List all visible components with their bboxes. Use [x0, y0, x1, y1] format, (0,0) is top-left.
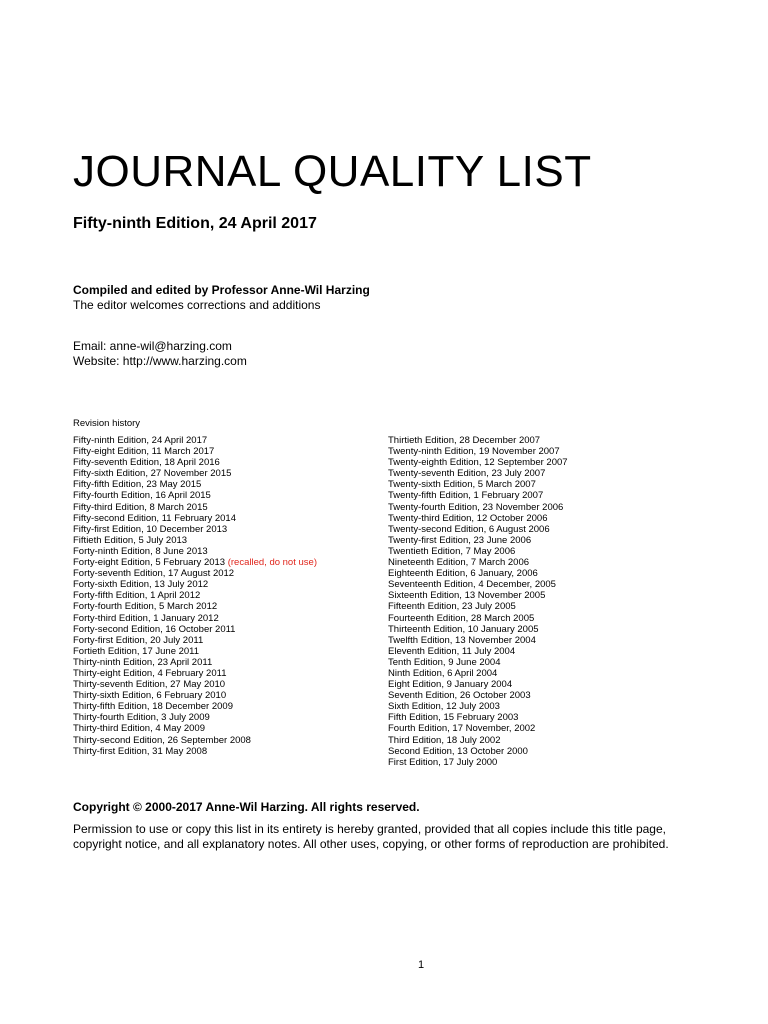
revision-entry-text: Twenty-first Edition, 23 June 2006	[388, 534, 532, 546]
revision-entry-text: First Edition, 17 July 2000	[388, 756, 498, 768]
revision-entry	[73, 613, 317, 624]
permission-text: Permission to use or copy this list in its entirety is hereby granted, provided that all copies include this title page, copyright notice, and all explanatory notes. All other uses, copying, or other forms of reproduction are prohibited.	[73, 822, 669, 851]
revision-entry-text: Twenty-eighth Edition, 12 September 2007	[388, 457, 568, 469]
revision-entry	[388, 513, 568, 524]
revision-entry	[388, 446, 568, 457]
revision-entry-text: Fifteenth Edition, 23 July 2005	[388, 601, 516, 613]
revision-entry	[73, 701, 317, 712]
revision-entry-text: Fifty-seventh Edition, 18 April 2016	[73, 457, 220, 469]
revision-entry-text: Forty-second Edition, 16 October 2011	[73, 623, 236, 635]
revision-entry	[73, 513, 317, 524]
revision-entry-text: Thirty-eight Edition, 4 February 2011	[73, 667, 227, 679]
revision-entry	[388, 579, 568, 590]
revision-entry-text: Fifty-eight Edition, 11 March 2017	[73, 446, 215, 458]
revision-entry-text: Thirteenth Edition, 10 January 2005	[388, 623, 539, 635]
revision-entry	[388, 524, 568, 535]
revision-entry	[73, 679, 317, 690]
revision-entry	[73, 490, 317, 501]
revision-history-left-column	[73, 435, 317, 757]
revision-entry-text: Sixteenth Edition, 13 November 2005	[388, 590, 546, 602]
revision-entry	[73, 568, 317, 579]
revision-entry-text: Twenty-ninth Edition, 19 November 2007	[388, 446, 560, 458]
revision-entry-text: Ninth Edition, 6 April 2004	[388, 667, 498, 679]
revision-entry-text: Fourth Edition, 17 November, 2002	[388, 723, 536, 735]
compiled-by: Compiled and edited by Professor Anne-Wil Harzing	[73, 283, 370, 297]
revision-entry	[73, 524, 317, 535]
revision-entry	[388, 624, 568, 635]
revision-entry-text: Fifty-first Edition, 10 December 2013	[73, 523, 228, 535]
revision-entry	[73, 723, 317, 734]
revision-entry	[73, 624, 317, 635]
revision-entry-text: Eight Edition, 9 January 2004	[388, 679, 513, 691]
contact-email: Email: anne-wil@harzing.com	[73, 339, 232, 353]
revision-entry	[388, 757, 568, 768]
revision-entry-text: Fortieth Edition, 17 June 2011	[73, 645, 200, 657]
revision-entry-text: Fifty-third Edition, 8 March 2015	[73, 501, 208, 513]
revision-entry	[73, 746, 317, 757]
revision-entry-text: Thirtieth Edition, 28 December 2007	[388, 435, 541, 446]
edition-subtitle: Fifty-ninth Edition, 24 April 2017	[73, 215, 317, 232]
revision-entry	[73, 579, 317, 590]
revision-entry-text: Fourteenth Edition, 28 March 2005	[388, 612, 535, 624]
revision-entry	[73, 435, 317, 446]
revision-entry-text: Forty-first Edition, 20 July 2011	[73, 634, 204, 646]
copyright-notice: Copyright © 2000-2017 Anne-Wil Harzing. All rights reserved.	[73, 800, 420, 814]
revision-entry-text: Twenty-seventh Edition, 23 July 2007	[388, 468, 546, 480]
revision-entry	[388, 690, 568, 701]
revision-entry-text: Thirty-fifth Edition, 18 December 2009	[73, 701, 233, 713]
revision-entry	[388, 723, 568, 734]
revision-entry-text: Thirty-seventh Edition, 27 May 2010	[73, 679, 226, 691]
revision-entry-text: Thirty-ninth Edition, 23 April 2011	[73, 656, 213, 668]
revision-entry-text: Tenth Edition, 9 June 2004	[388, 656, 501, 668]
revision-entry-text: Eighteenth Edition, 6 January, 2006	[388, 568, 538, 580]
revision-entry	[73, 502, 317, 513]
revision-entry	[388, 468, 568, 479]
revision-entry-text: Fifty-second Edition, 11 February 2014	[73, 512, 236, 524]
revision-entry-text: Twelfth Edition, 13 November 2004	[388, 634, 536, 646]
revision-entry-text: Twenty-third Edition, 12 October 2006	[388, 512, 548, 524]
revision-entry	[388, 668, 568, 679]
revision-entry-text: Twentieth Edition, 7 May 2006	[388, 545, 516, 557]
revision-entry-text: Eleventh Edition, 11 July 2004	[388, 645, 516, 657]
revision-entry-text: Thirty-first Edition, 31 May 2008	[73, 745, 208, 757]
revision-entry	[73, 546, 317, 557]
revision-entry-text: Second Edition, 13 October 2000	[388, 745, 528, 757]
revision-entry-text: Forty-seventh Edition, 17 August 2012	[73, 568, 235, 580]
revision-entry-text: Twenty-fifth Edition, 1 February 2007	[388, 490, 544, 502]
revision-history-heading: Revision history	[73, 418, 141, 429]
page-number: 1	[417, 959, 425, 971]
revision-entry	[73, 535, 317, 546]
revision-entry-text: Twenty-second Edition, 6 August 2006	[388, 523, 550, 535]
revision-entry	[388, 613, 568, 624]
revision-entry-text: Thirty-fourth Edition, 3 July 2009	[73, 712, 210, 724]
revision-entry	[388, 502, 568, 513]
revision-entry	[73, 712, 317, 723]
revision-entry-text: Forty-eight Edition, 5 February 2013	[73, 557, 226, 569]
revision-entry	[388, 479, 568, 490]
revision-entry	[73, 479, 317, 490]
revision-entry-text: Fifty-fifth Edition, 23 May 2015	[73, 479, 202, 491]
revision-entry	[388, 535, 568, 546]
welcome-note: The editor welcomes corrections and additions	[73, 298, 321, 312]
revision-entry	[388, 490, 568, 501]
revision-entry	[388, 601, 568, 612]
revision-entry	[388, 557, 568, 568]
revision-entry-text: Third Edition, 18 July 2002	[388, 734, 501, 746]
revision-entry	[388, 735, 568, 746]
revision-entry	[388, 590, 568, 601]
revision-entry-text: Forty-sixth Edition, 13 July 2012	[73, 579, 209, 591]
revision-entry-text: Forty-third Edition, 1 January 2012	[73, 612, 219, 624]
revision-entry	[73, 601, 317, 612]
revision-entry	[73, 657, 317, 668]
revision-entry-text: Thirty-sixth Edition, 6 February 2010	[73, 690, 227, 702]
revision-entry-text: Fifty-fourth Edition, 16 April 2015	[73, 490, 211, 502]
revision-entry-text: Sixth Edition, 12 July 2003	[388, 701, 500, 713]
revision-entry	[73, 735, 317, 746]
revision-entry-text: Seventeenth Edition, 4 December, 2005	[388, 579, 556, 591]
revision-entry	[388, 679, 568, 690]
revision-entry	[388, 568, 568, 579]
revision-entry-text: Twenty-fourth Edition, 23 November 2006	[388, 501, 564, 513]
revision-entry-text: Fiftieth Edition, 5 July 2013	[73, 534, 188, 546]
revision-entry	[73, 468, 317, 479]
revision-entry	[73, 457, 317, 468]
revision-entry-text: Fifty-ninth Edition, 24 April 2017	[73, 435, 208, 446]
recalled-note: (recalled, do not use)	[227, 557, 317, 569]
revision-entry-text: Forty-fifth Edition, 1 April 2012	[73, 590, 201, 602]
revision-entry-text: Forty-ninth Edition, 8 June 2013	[73, 545, 208, 557]
revision-entry	[73, 446, 317, 457]
revision-entry	[73, 557, 317, 568]
revision-entry	[73, 646, 317, 657]
revision-entry-text: Nineteenth Edition, 7 March 2006	[388, 557, 530, 569]
contact-website: Website: http://www.harzing.com	[73, 354, 247, 368]
revision-entry	[388, 701, 568, 712]
revision-entry-text: Twenty-sixth Edition, 5 March 2007	[388, 479, 536, 491]
revision-entry	[388, 712, 568, 723]
page-title: JOURNAL QUALITY LIST	[73, 147, 592, 196]
revision-entry	[388, 646, 568, 657]
revision-entry	[388, 657, 568, 668]
revision-entry	[388, 435, 568, 446]
revision-entry	[73, 590, 317, 601]
revision-entry-text: Fifty-sixth Edition, 27 November 2015	[73, 468, 232, 480]
revision-entry-text: Forty-fourth Edition, 5 March 2012	[73, 601, 218, 613]
revision-entry	[388, 746, 568, 757]
revision-entry-text: Thirty-third Edition, 4 May 2009	[73, 723, 206, 735]
revision-entry	[73, 668, 317, 679]
revision-entry	[73, 635, 317, 646]
revision-history-right-column	[388, 435, 568, 768]
revision-entry-text: Seventh Edition, 26 October 2003	[388, 690, 531, 702]
revision-entry-text: Thirty-second Edition, 26 September 2008	[73, 734, 251, 746]
revision-entry	[388, 635, 568, 646]
revision-entry	[388, 457, 568, 468]
revision-entry	[73, 690, 317, 701]
revision-entry	[388, 546, 568, 557]
revision-entry-text: Fifth Edition, 15 February 2003	[388, 712, 519, 724]
